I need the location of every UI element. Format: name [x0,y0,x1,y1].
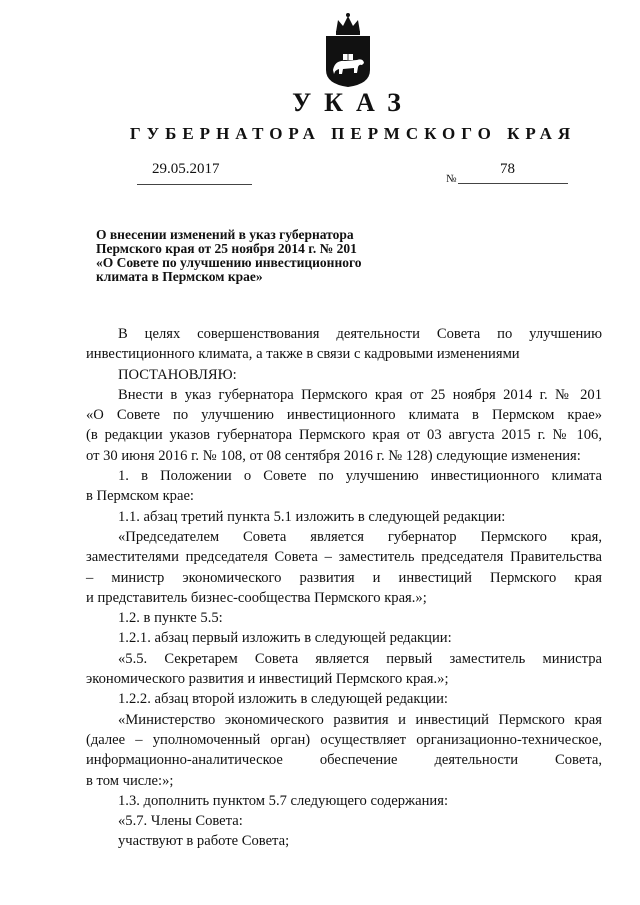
body-line: 1.3. дополнить пунктом 5.7 следующего содержания: [118,792,449,809]
subject-line: климата в Пермском крае» [96,269,263,284]
body-line: 1.1. абзац третий пункта 5.1 изложить в следующей редакции: [118,508,506,525]
body-line: «5.5. Секретарем Совета является первый заместитель министра [118,650,602,667]
document-number: 78 [500,161,515,177]
body-line: в том числе:»; [86,772,174,789]
body-line: 1.2.2. абзац второй изложить в следующей редакции: [118,691,448,708]
body-line: «Министерство экономического развития и инвестиций Пермского края [118,711,602,728]
body-line: экономического развития и инвестиций Пермского края.»; [86,671,449,688]
body-line: «5.7. Члены Совета: [118,813,243,830]
body-line: (далее – уполномоченный орган) осуществляет организационно-техническое, [86,731,602,748]
subject-line: «О Совете по улучшению инвестиционного [96,255,362,270]
body-line: в Пермском крае: [86,488,194,505]
body-line: 1.2. в пункте 5.5: [118,610,223,627]
number-underline [458,183,568,184]
body-line: участвуют в работе Совета; [118,833,290,850]
body-line: 1.2.1. абзац первый изложить в следующей редакции: [118,630,452,647]
body-line: информационно-аналитическое обеспечение деятельности Совета, [86,752,602,769]
body-line: (в редакции указов губернатора Пермского края от 03 августа 2015 г. № 106, [86,427,602,444]
body-line: от 30 июня 2016 г. № 108, от 08 сентября 2016 г. № 128) следующие изменения: [86,447,581,464]
body-line: и представитель бизнес-сообщества Пермского края.»; [86,589,427,606]
document-body [86,324,602,852]
document-issuer: ГУБЕРНАТОРА ПЕРМСКОГО КРАЯ [129,124,577,143]
body-line: 1. в Положении о Совете по улучшению инвестиционного климата [118,468,602,485]
body-line: «О Совете по улучшению инвестиционного климата в Пермском крае» [86,407,602,424]
document-subject [96,228,406,284]
subject-line: О внесении изменений в указ губернатора [96,227,354,242]
number-label: № [446,173,457,185]
subject-line: Пермского края от 25 ноября 2014 г. № 201 [96,241,357,256]
body-line: В целях совершенствования деятельности Совета по улучшению [118,326,602,342]
body-line: – министр экономического развития и инвестиций Пермского края [86,569,602,586]
date-underline [137,184,252,185]
document-title: УКАЗ [292,88,414,117]
body-line: «Председателем Совета является губернатор Пермского края, [118,528,602,545]
resolve-heading: ПОСТАНОВЛЯЮ: [118,366,237,383]
document-date: 29.05.2017 [152,161,220,177]
body-line: заместителями председателя Совета – заместитель председателя Правительства [86,549,602,566]
body-line: инвестиционного климата, а также в связи с кадровыми изменениями [86,346,520,363]
perm-krai-coat-of-arms-icon [323,12,373,88]
body-line: Внести в указ губернатора Пермского края от 25 ноября 2014 г. № 201 [118,386,602,403]
